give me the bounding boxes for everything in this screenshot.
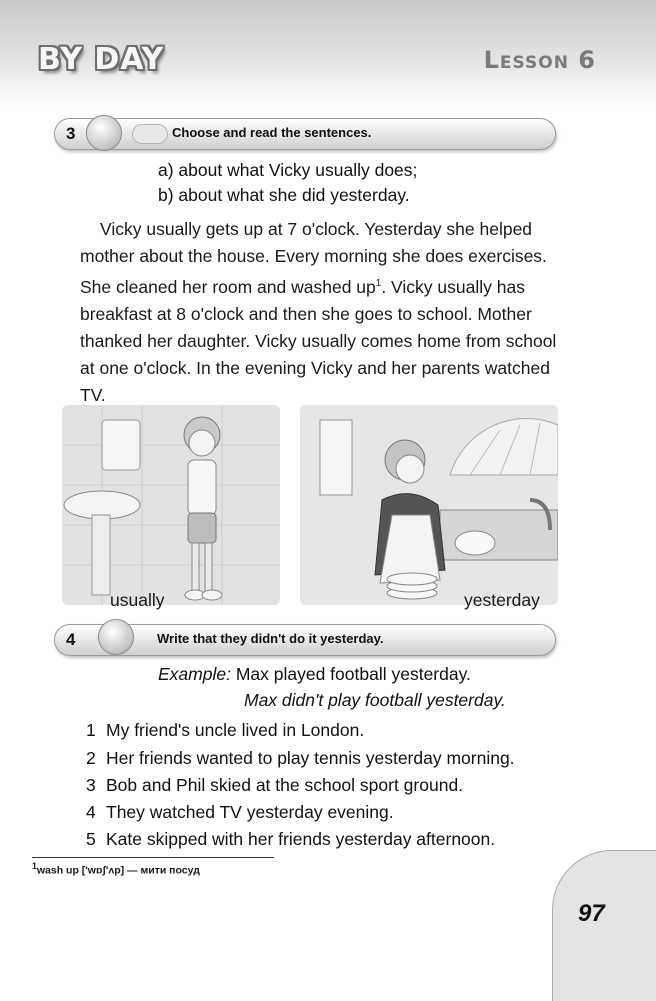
footnote bbox=[32, 861, 200, 877]
exercise-4-number: 4 bbox=[66, 630, 76, 649]
caption-usually: usually bbox=[110, 590, 165, 610]
paragraph-text-1: Vicky usually gets up at 7 o'clock. Yesterday she helped mother about the house. Every morning she does exercises. She cleaned her room and washed up bbox=[80, 219, 547, 297]
list-item bbox=[86, 772, 463, 798]
item-text: They watched TV yesterday evening. bbox=[106, 802, 394, 822]
item-text: Her friends wanted to play tennis yesterday morning. bbox=[106, 748, 515, 768]
footnote-mark: 1 bbox=[32, 861, 37, 871]
sun-mascot-icon bbox=[98, 619, 134, 655]
item-number: 4 bbox=[86, 802, 96, 822]
example-line bbox=[158, 661, 471, 687]
item-number: 1 bbox=[86, 720, 96, 740]
item-text: Kate skipped with her friends yesterday afternoon. bbox=[106, 829, 496, 849]
illustration-yesterday bbox=[300, 405, 558, 605]
item-number: 5 bbox=[86, 829, 96, 849]
example-answer: Max didn't play football yesterday. bbox=[244, 690, 506, 710]
page-number: 97 bbox=[578, 900, 605, 927]
exercise-3-number: 3 bbox=[66, 124, 76, 143]
item-text: My friend's uncle lived in London. bbox=[106, 720, 365, 740]
item-text: Bob and Phil skied at the school sport ground. bbox=[106, 775, 464, 795]
lesson-label: Lesson 6 bbox=[483, 46, 596, 74]
list-item bbox=[86, 799, 394, 825]
illustration-usually bbox=[62, 405, 280, 605]
caption-yesterday: yesterday bbox=[464, 590, 540, 610]
option-b: b) about what she did yesterday. bbox=[158, 185, 410, 205]
reading-paragraph bbox=[80, 216, 570, 409]
item-number: 2 bbox=[86, 748, 96, 768]
exercise-4-instruction: Write that they didn't do it yesterday. bbox=[157, 631, 384, 646]
item-number: 3 bbox=[86, 775, 96, 795]
list-item bbox=[86, 745, 515, 771]
example-label: Example: bbox=[158, 664, 231, 684]
footnote-divider bbox=[32, 857, 274, 858]
option-a: a) about what Vicky usually does; bbox=[158, 160, 418, 180]
sun-mascot-icon bbox=[86, 115, 122, 151]
list-item bbox=[86, 826, 495, 852]
example-sentence: Max played football yesterday. bbox=[235, 664, 471, 684]
footnote-text: wash up ['wɒʃ'ʌp] — мити посуд bbox=[36, 864, 200, 877]
exercise-3-instruction: Choose and read the sentences. bbox=[172, 125, 372, 140]
list-item bbox=[86, 717, 364, 743]
cloud-icon bbox=[132, 124, 168, 144]
unit-title: BY DAY bbox=[38, 42, 165, 77]
paragraph-text-2: . Vicky usually has breakfast at 8 o'clock and then she goes to school. Mother thanked her daughter. Vicky usually comes home from school at one o'clock. In the evening Vicky and her parents watched TV. bbox=[80, 276, 557, 405]
footnote-marker: 1 bbox=[375, 278, 382, 289]
